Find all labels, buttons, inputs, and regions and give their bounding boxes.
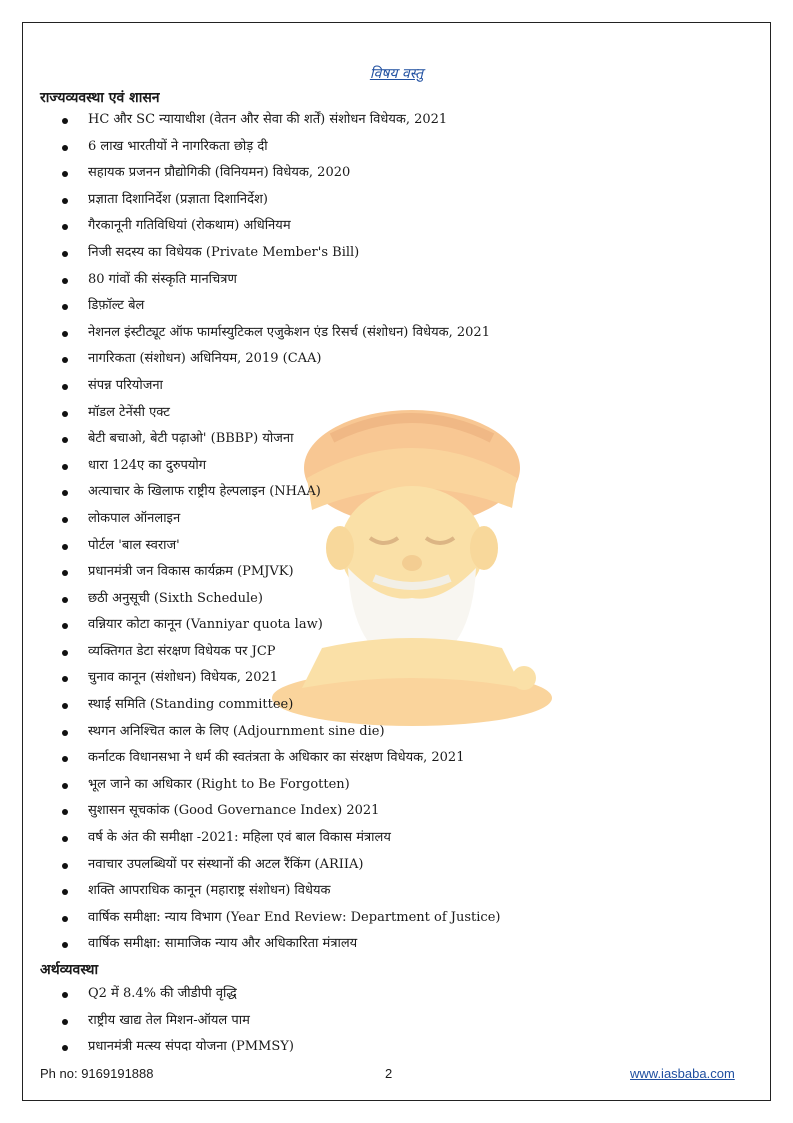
list-item <box>58 240 500 267</box>
list-item <box>58 586 500 613</box>
list-item-text: प्रधानमंत्री मत्स्य संपदा योजना (PMMSY) <box>88 1039 294 1055</box>
list-item <box>58 1034 294 1061</box>
footer-website-link[interactable]: www.iasbaba.com <box>630 1066 735 1081</box>
bullet-icon <box>62 198 68 204</box>
list-item-text: वार्षिक समीक्षा: न्याय विभाग (Year End Review: Department of Justice) <box>88 909 501 925</box>
list-item <box>58 559 500 586</box>
bullet-icon <box>62 916 68 922</box>
list-item-text: निजी सदस्य का विधेयक (Private Member's Bill) <box>88 244 360 260</box>
bullet-icon <box>62 464 68 470</box>
list-item-text: स्थाई समिति (Standing committee) <box>88 697 294 713</box>
list-item <box>58 160 500 187</box>
bullet-icon <box>62 756 68 762</box>
footer-phone: Ph no: 9169191888 <box>40 1066 154 1081</box>
list-item <box>58 426 500 453</box>
list-item <box>58 612 500 639</box>
list-item-text: वर्ष के अंत की समीक्षा -2021: महिला एवं बाल विकास मंत्रालय <box>88 830 391 846</box>
list-item-text: डिफ़ॉल्ट बेल <box>88 298 145 314</box>
page-title: विषय वस्तु <box>369 66 424 82</box>
bullet-icon <box>62 650 68 656</box>
list-item-text: नेशनल इंस्टीट्यूट ऑफ फार्मास्युटिकल एजुकेशन एंड रिसर्च (संशोधन) विधेयक, 2021 <box>88 324 490 340</box>
list-item <box>58 479 500 506</box>
list-item-text: कर्नाटक विधानसभा ने धर्म की स्वतंत्रता के अधिकार का संरक्षण विधेयक, 2021 <box>88 750 465 766</box>
list-item <box>58 981 294 1008</box>
list-item <box>58 346 500 373</box>
bullet-icon <box>62 597 68 603</box>
list-item <box>58 373 500 400</box>
bullet-icon <box>62 384 68 390</box>
list-item-text: HC और SC न्यायाधीश (वेतन और सेवा की शर्तें) संशोधन विधेयक, 2021 <box>88 112 448 127</box>
bullet-icon <box>62 490 68 496</box>
list-item <box>58 905 500 932</box>
bullet-icon <box>62 992 68 998</box>
list-item <box>58 745 500 772</box>
bullet-icon <box>62 331 68 337</box>
list-item-text: सहायक प्रजनन प्रौद्योगिकी (विनियमन) विधेयक, 2020 <box>88 165 351 181</box>
bullet-icon <box>62 517 68 523</box>
list-item <box>58 506 500 533</box>
list-item-text: वन्नियार कोटा कानून (Vanniyar quota law) <box>88 617 323 633</box>
list-item-text: भूल जाने का अधिकार (Right to Be Forgotten) <box>88 776 350 792</box>
bullet-icon <box>62 304 68 310</box>
bullet-icon <box>62 171 68 177</box>
footer-page-number: 2 <box>385 1066 393 1081</box>
bullet-icon <box>62 809 68 815</box>
list-item <box>58 798 500 825</box>
bullet-icon <box>62 836 68 842</box>
bullet-icon <box>62 251 68 257</box>
list-item-text: धारा 124ए का दुरुपयोग <box>88 457 207 473</box>
list-item <box>58 293 500 320</box>
list-item-text: नागरिकता (संशोधन) अधिनियम, 2019 (CAA) <box>88 351 322 367</box>
bullet-icon <box>62 863 68 869</box>
list-item <box>58 267 500 294</box>
list-item <box>58 107 500 134</box>
list-item <box>58 320 500 347</box>
list-item-text: मॉडल टेनेंसी एक्ट <box>88 404 170 420</box>
list-item <box>58 772 500 799</box>
list-item <box>58 453 500 480</box>
bullet-icon <box>62 357 68 363</box>
list-item-text: गैरकानूनी गतिविधियां (रोकथाम) अधिनियम <box>88 218 291 234</box>
list-item-text: प्रज्ञाता दिशानिर्देश (प्रज्ञाता दिशानिर्देश) <box>88 191 268 207</box>
bullet-icon <box>62 278 68 284</box>
list-item <box>58 825 500 852</box>
list-item <box>58 639 500 666</box>
list-item-text: पोर्टल 'बाल स्वराज' <box>88 537 180 553</box>
bullet-icon <box>62 118 68 124</box>
list-item-text: 6 लाख भारतीयों ने नागरिकता छोड़ दी <box>88 138 268 154</box>
list-item-text: नवाचार उपलब्धियों पर संस्थानों की अटल रैंकिंग (ARIIA) <box>88 856 364 872</box>
bullet-icon <box>62 544 68 550</box>
bullet-icon <box>62 411 68 417</box>
list-item-text: सुशासन सूचकांक (Good Governance Index) 2021 <box>88 803 380 819</box>
list-item-text: चुनाव कानून (संशोधन) विधेयक, 2021 <box>88 670 279 686</box>
list-item <box>58 878 500 905</box>
list-item-text: स्थगन अनिश्चित काल के लिए (Adjournment sine die) <box>88 723 385 739</box>
list-item <box>58 665 500 692</box>
list-item <box>58 692 500 719</box>
list-item <box>58 134 500 161</box>
list-item-text: संपन्न परियोजना <box>88 377 163 393</box>
bullet-icon <box>62 676 68 682</box>
bullet-icon <box>62 224 68 230</box>
bullet-icon <box>62 703 68 709</box>
list-item-text: व्यक्तिगत डेटा संरक्षण विधेयक पर JCP <box>88 643 276 659</box>
list-item <box>58 1008 294 1035</box>
section-heading-polity: राज्यव्यवस्था एवं शासन <box>40 90 160 106</box>
list-item <box>58 400 500 427</box>
list-item-text: वार्षिक समीक्षा: सामाजिक न्याय और अधिकारिता मंत्रालय <box>88 936 358 952</box>
bullet-icon <box>62 570 68 576</box>
bullet-icon <box>62 942 68 948</box>
bullet-icon <box>62 889 68 895</box>
bullet-icon <box>62 623 68 629</box>
list-item <box>58 719 500 746</box>
list-item-text: लोकपाल ऑनलाइन <box>88 510 181 526</box>
list-item <box>58 852 500 879</box>
list-item-text: राष्ट्रीय खाद्य तेल मिशन-ऑयल पाम <box>88 1012 250 1028</box>
bullet-icon <box>62 730 68 736</box>
list-item <box>58 533 500 560</box>
section-heading-economy: अर्थव्यवस्था <box>40 962 99 978</box>
bullet-icon <box>62 1045 68 1051</box>
list-item-text: 80 गांवों की संस्कृति मानचित्रण <box>88 271 237 287</box>
list-item-text: प्रधानमंत्री जन विकास कार्यक्रम (PMJVK) <box>88 564 294 580</box>
list-item-text: शक्ति आपराधिक कानून (महाराष्ट्र संशोधन) विधेयक <box>88 883 331 899</box>
list-item-text: Q2 में 8.4% की जीडीपी वृद्धि <box>88 986 237 1001</box>
list-item-text: बेटी बचाओ, बेटी पढ़ाओ' (BBBP) योजना <box>88 431 294 447</box>
bullet-icon <box>62 1019 68 1025</box>
list-item <box>58 931 500 958</box>
list-item <box>58 187 500 214</box>
bullet-icon <box>62 783 68 789</box>
bullet-icon <box>62 145 68 151</box>
polity-topic-list <box>58 107 500 958</box>
list-item <box>58 213 500 240</box>
economy-topic-list <box>58 981 294 1061</box>
list-item-text: अत्याचार के खिलाफ राष्ट्रीय हेल्पलाइन (NHAA) <box>88 484 321 500</box>
bullet-icon <box>62 437 68 443</box>
list-item-text: छठी अनुसूची (Sixth Schedule) <box>88 590 263 606</box>
